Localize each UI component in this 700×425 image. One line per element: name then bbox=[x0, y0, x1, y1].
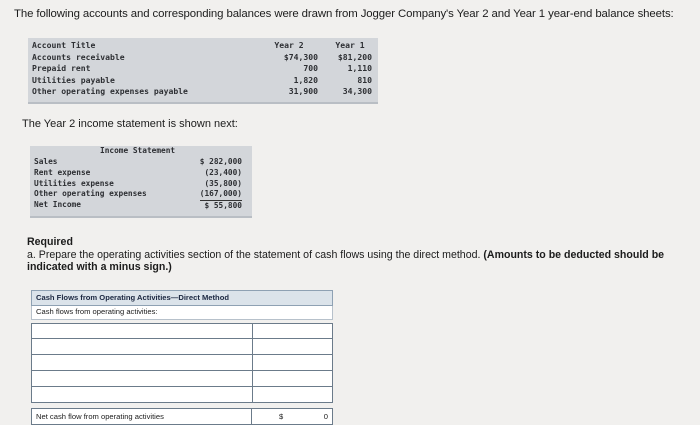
balance-sheet-table bbox=[28, 38, 378, 104]
income-row-label: Sales bbox=[34, 157, 58, 166]
income-row-value: $ 55,800 bbox=[204, 201, 242, 211]
answer-amount-input[interactable] bbox=[253, 355, 332, 370]
income-row-label: Utilities expense bbox=[34, 178, 114, 188]
answer-amount-input[interactable] bbox=[253, 339, 332, 354]
answer-row bbox=[31, 339, 333, 355]
income-values bbox=[180, 157, 242, 212]
row-account: Prepaid rent bbox=[32, 63, 91, 73]
income-statement-title: Income Statement bbox=[100, 146, 176, 155]
income-row-value: $ 282,000 bbox=[199, 157, 242, 166]
required-instructions bbox=[27, 249, 687, 274]
answer-label-input[interactable] bbox=[32, 324, 253, 338]
intro-text: The following accounts and corresponding balances were drawn from Jogger Company's Year 2 and Year 1 year-end balance sheets: bbox=[14, 8, 674, 20]
year1-column bbox=[328, 40, 372, 98]
header-year1: Year 1 bbox=[335, 40, 365, 50]
row-year2: 1,820 bbox=[293, 74, 318, 85]
income-row-value: (23,400) bbox=[204, 167, 242, 177]
row-year1: 810 bbox=[357, 74, 372, 85]
answer-row bbox=[31, 371, 333, 387]
row-year1: 1,110 bbox=[347, 63, 372, 73]
year2-column bbox=[260, 40, 318, 98]
total-currency: $ bbox=[279, 412, 284, 421]
income-labels bbox=[34, 157, 147, 211]
income-row-label: Rent expense bbox=[34, 167, 91, 177]
row-year2: $74,300 bbox=[283, 51, 318, 62]
row-year2: 700 bbox=[303, 63, 318, 73]
income-row-label: Other operating expenses bbox=[34, 189, 147, 199]
row-year1: 34,300 bbox=[342, 86, 372, 96]
answer-row bbox=[31, 355, 333, 371]
answer-amount-input[interactable] bbox=[253, 324, 332, 338]
income-statement-table bbox=[30, 146, 252, 218]
required-heading: Required bbox=[27, 236, 73, 248]
answer-row bbox=[31, 323, 333, 339]
row-account: Accounts receivable bbox=[32, 51, 125, 62]
answer-amount-input[interactable] bbox=[253, 371, 332, 386]
answer-label-input[interactable] bbox=[32, 339, 253, 354]
answer-subcaption: Cash flows from operating activities: bbox=[31, 306, 333, 320]
answer-grid bbox=[31, 290, 333, 425]
answer-label-input[interactable] bbox=[32, 355, 253, 370]
account-column bbox=[32, 40, 188, 98]
answer-label-input[interactable] bbox=[32, 371, 253, 386]
required-section bbox=[27, 236, 687, 274]
total-label: Net cash flow from operating activities bbox=[32, 409, 252, 424]
row-year1: $81,200 bbox=[337, 51, 372, 62]
income-row-value: (167,000) bbox=[200, 189, 242, 201]
income-intro-text: The Year 2 income statement is shown next: bbox=[22, 118, 238, 130]
header-account: Account Title bbox=[32, 40, 96, 50]
row-year2: 31,900 bbox=[288, 86, 318, 96]
header-year2: Year 2 bbox=[274, 40, 304, 50]
answer-label-input[interactable] bbox=[32, 387, 253, 402]
income-row-label: Net Income bbox=[34, 200, 81, 210]
answer-caption: Cash Flows from Operating Activities—Direct Method bbox=[31, 290, 333, 306]
income-row-value: (35,800) bbox=[204, 178, 242, 188]
required-text: a. Prepare the operating activities section of the statement of cash flows using the direct method. bbox=[27, 248, 481, 261]
total-value: 0 bbox=[323, 412, 328, 421]
row-account: Utilities payable bbox=[32, 74, 115, 85]
required-note: (Amounts to be deducted should be indicated with a minus sign.) bbox=[27, 248, 665, 273]
answer-row bbox=[31, 387, 333, 403]
answer-amount-input[interactable] bbox=[253, 387, 332, 402]
answer-total-row bbox=[31, 408, 333, 425]
row-account: Other operating expenses payable bbox=[32, 86, 188, 96]
